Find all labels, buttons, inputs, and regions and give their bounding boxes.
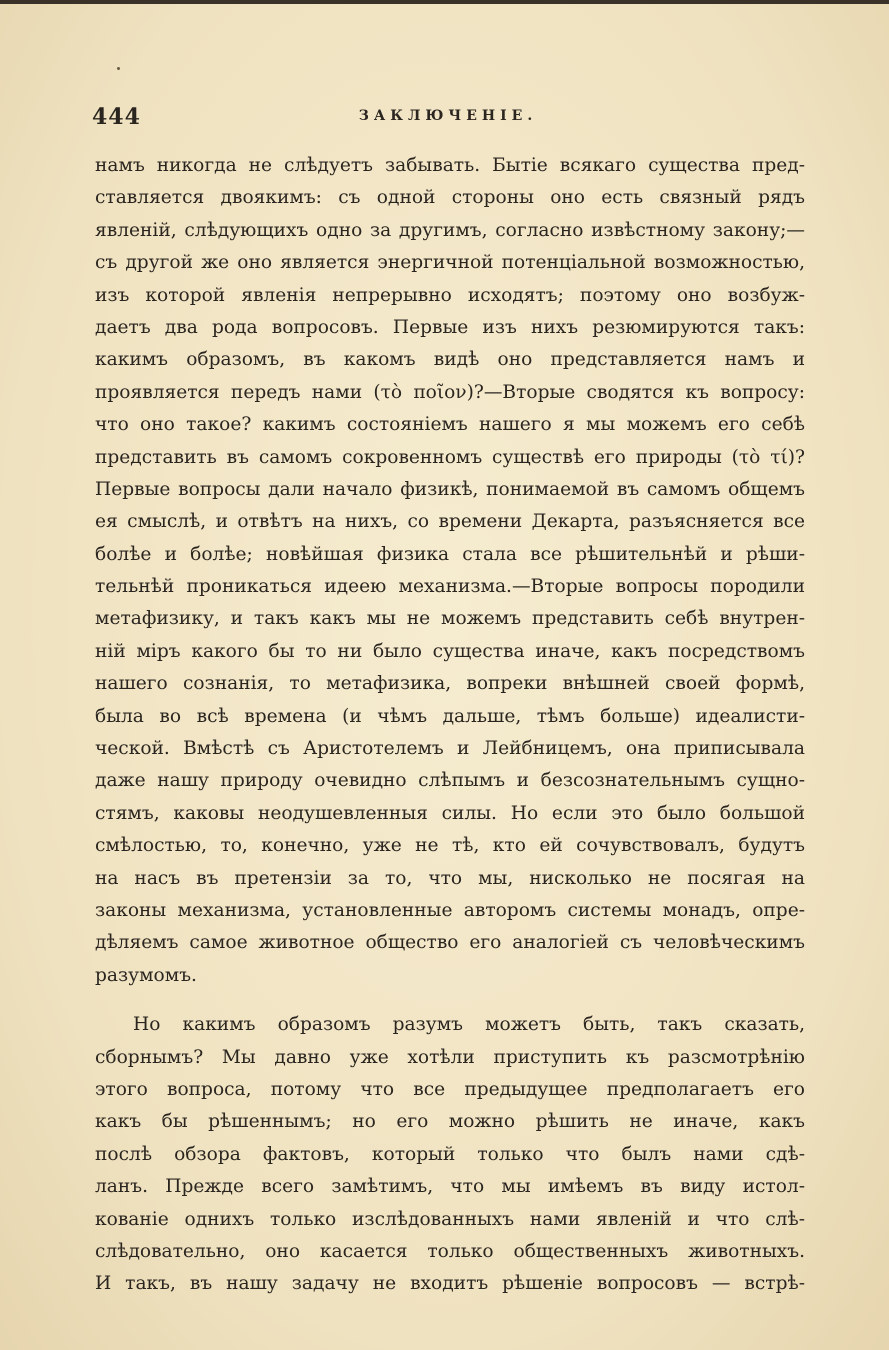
text-line: болѣе и болѣе; новѣйшая физика стала все рѣшительнѣй и рѣши-: [95, 543, 805, 565]
paper-speck: [117, 67, 120, 70]
text-line: явленій, слѣдующихъ одно за другимъ, согласно извѣстному закону;—: [95, 219, 805, 241]
text-line: ея смыслѣ, и отвѣтъ на нихъ, со времени Декарта, разъясняется все: [95, 511, 805, 533]
page-top-edge: [0, 0, 889, 4]
text-line: проявляется передъ нами (τὸ ποῖον)?—Вторые сводятся къ вопросу:: [95, 381, 805, 403]
text-line: ній міръ какого бы то ни было существа иначе, какъ посредствомъ: [95, 640, 805, 662]
text-line: на насъ въ претензіи за то, что мы, нисколько не посягая на: [95, 867, 805, 889]
text-line: Первые вопросы дали начало физикѣ, понимаемой въ самомъ общемъ: [95, 478, 805, 500]
text-line: разумомъ.: [95, 964, 197, 986]
text-line: метафизику, и такъ какъ мы не можемъ представить себѣ внутрен-: [95, 608, 805, 630]
running-title: ЗАКЛЮЧЕНІЕ.: [358, 108, 538, 124]
text-line: Но какимъ образомъ разумъ можетъ быть, такъ сказать,: [133, 1014, 805, 1036]
text-line: этого вопроса, потому что все предыдущее предполагаетъ его: [95, 1078, 805, 1100]
text-line: изъ которой явленія непрерывно исходятъ; поэтому оно возбуж-: [95, 284, 805, 306]
text-line: кованіе однихъ только изслѣдованныхъ нами явленій и что слѣ-: [95, 1208, 805, 1230]
paragraph: [95, 1009, 805, 1301]
text-line: была во всѣ времена (и чѣмъ дальше, тѣмъ больше) идеалисти-: [95, 705, 805, 727]
text-line: послѣ обзора фактовъ, который только что былъ нами сдѣ-: [95, 1143, 805, 1165]
text-line: И такъ, въ нашу задачу не входитъ рѣшеніе вопросовъ — встрѣ-: [95, 1273, 805, 1295]
text-line: какимъ образомъ, въ какомъ видѣ оно представляется намъ и: [95, 349, 805, 371]
text-line: ланъ. Прежде всего замѣтимъ, что мы имѣемъ въ виду истол-: [95, 1176, 805, 1198]
page-header: [92, 104, 804, 134]
text-line: даетъ два рода вопросовъ. Первые изъ нихъ резюмируются такъ:: [95, 316, 805, 338]
body-text: [95, 150, 805, 1301]
text-line: законы механизма, установленные авторомъ системы монадъ, опре-: [95, 899, 805, 921]
text-line: тельнѣй проникаться идеею механизма.—Вторые вопросы породили: [95, 576, 805, 598]
text-line: слѣдовательно, оно касается только общественныхъ животныхъ.: [95, 1240, 805, 1262]
paragraph-gap: [95, 992, 805, 1009]
paragraph: [95, 150, 805, 992]
page-number: 444: [92, 104, 141, 130]
text-line: нашего сознанія, то метафизика, вопреки внѣшней своей формѣ,: [95, 673, 805, 695]
text-line: что оно такое? какимъ состояніемъ нашего я мы можемъ его себѣ: [95, 414, 805, 436]
text-line: стямъ, каковы неодушевленныя силы. Но если это было большой: [95, 802, 805, 824]
text-line: ческой. Вмѣстѣ съ Аристотелемъ и Лейбницемъ, она приписывала: [95, 738, 805, 760]
text-line: сборнымъ? Мы давно уже хотѣли приступить къ разсмотрѣнію: [95, 1046, 805, 1068]
text-line: съ другой же оно является энергичной потенціальной возможностью,: [95, 252, 805, 274]
text-line: дѣляемъ самое животное общество его аналогіей съ человѣческимъ: [95, 932, 805, 954]
text-line: ставляется двоякимъ: съ одной стороны оно есть связный рядъ: [95, 187, 805, 209]
text-line: смѣлостью, то, конечно, уже не тѣ, кто ей сочувствовалъ, будутъ: [95, 835, 805, 857]
text-line: даже нашу природу очевидно слѣпымъ и безсознательнымъ сущно-: [95, 770, 805, 792]
text-line: какъ бы рѣшеннымъ; но его можно рѣшить не иначе, какъ: [95, 1111, 805, 1133]
text-line: намъ никогда не слѣдуетъ забывать. Бытіе всякаго существа пред-: [95, 155, 805, 176]
text-line: представить въ самомъ сокровенномъ существѣ его природы (τὸ τί)?: [95, 446, 805, 468]
